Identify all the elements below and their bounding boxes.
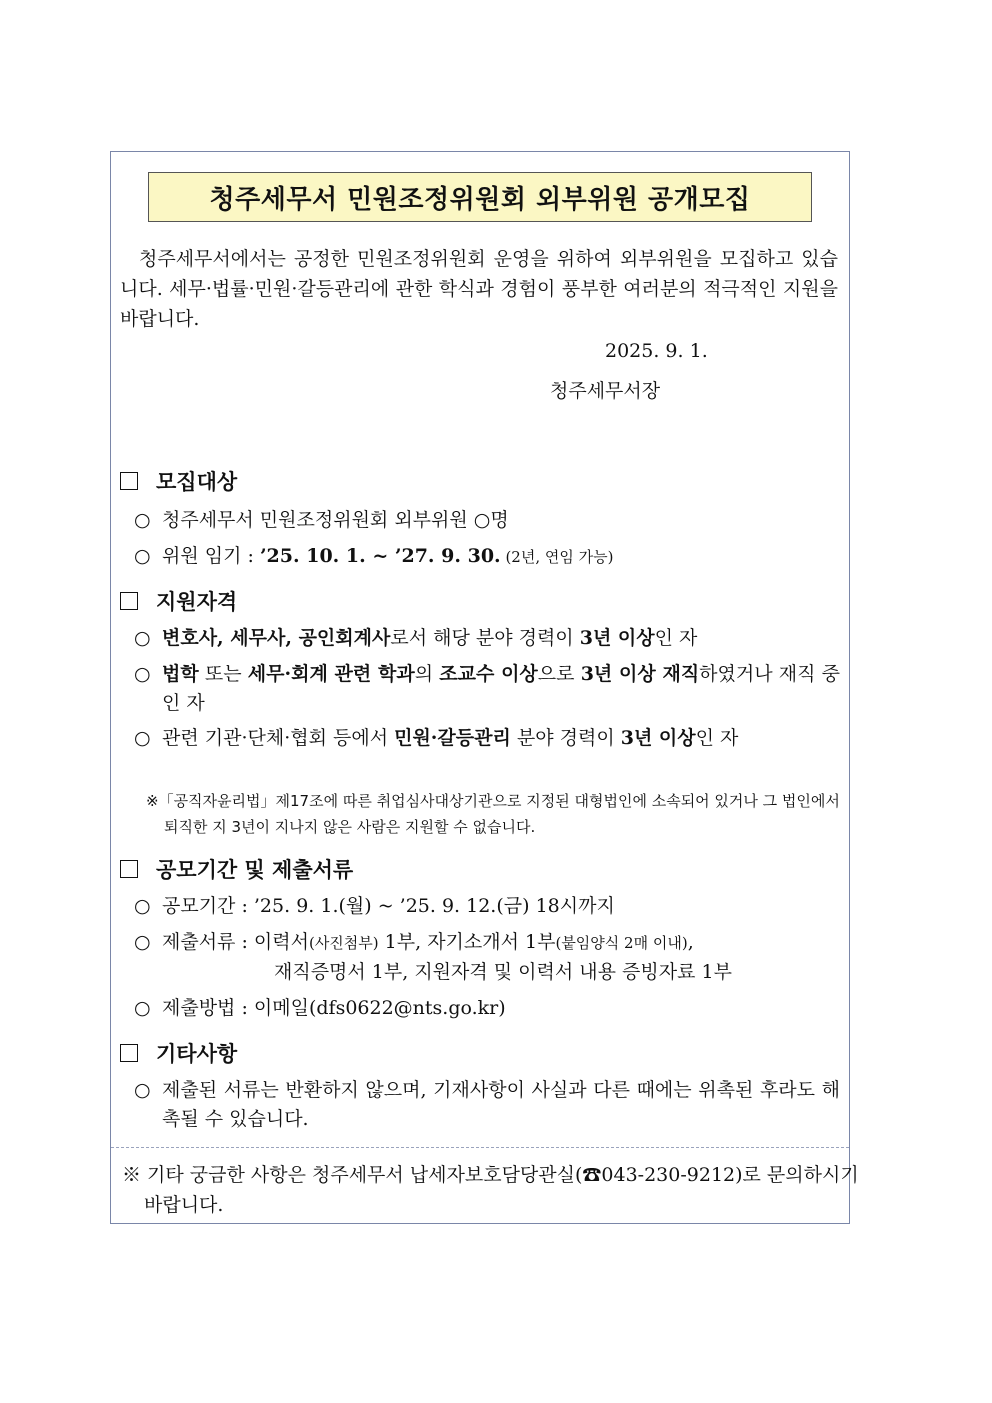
checkbox-square-icon xyxy=(120,1044,138,1062)
notice-signer: 청주세무서장 xyxy=(550,380,661,402)
circle-bullet-icon: ○ xyxy=(134,545,151,567)
circle-bullet-icon: ○ xyxy=(134,997,151,1019)
notice-date: 2025. 9. 1. xyxy=(605,340,708,362)
circle-bullet-icon: ○ xyxy=(134,509,151,531)
checkbox-square-icon xyxy=(120,592,138,610)
section-qualification xyxy=(120,586,237,616)
list-item: ○ 위원 임기 : ’25. 10. 1. ~ ’27. 9. 30. (2년, 연임 가능) xyxy=(134,542,840,572)
section-other xyxy=(120,1038,237,1068)
list-item: ○ 제출방법 : 이메일(dfs0622@nts.go.kr) xyxy=(134,994,840,1023)
list-item: ○ 법학 또는 세무·회계 관련 학과의 조교수 이상으로 3년 이상 재직하였거나 재직 중인 자 xyxy=(134,660,840,718)
section-target xyxy=(120,466,237,496)
circle-bullet-icon: ○ xyxy=(134,931,151,953)
section-heading: 모집대상 xyxy=(156,470,238,494)
footer-note: ※ 기타 궁금한 사항은 청주세무서 납세자보호담당관실(☎043-230-9212)로 문의하시기 바랍니다. xyxy=(122,1164,859,1216)
circle-bullet-icon: ○ xyxy=(134,1079,151,1101)
section-period xyxy=(120,854,353,884)
list-item: ○ 제출된 서류는 반환하지 않으며, 기재사항이 사실과 다른 때에는 위촉된 후라도 해촉될 수 있습니다. xyxy=(134,1076,840,1134)
checkbox-square-icon xyxy=(120,860,138,878)
page-title: 청주세무서 민원조정위원회 외부위원 공개모집 xyxy=(148,172,812,222)
qualification-note: ※「공직자윤리법」제17조에 따른 취업심사대상기관으로 지정된 대형법인에 소속되어 있거나 그 법인에서 퇴직한 지 3년이 지나지 않은 사람은 지원할 수 없습니다. xyxy=(146,792,840,836)
list-item: ○ 관련 기관·단체·협회 등에서 민원·갈등관리 분야 경력이 3년 이상인 자 xyxy=(134,724,840,753)
section-heading: 지원자격 xyxy=(156,590,238,614)
circle-bullet-icon: ○ xyxy=(134,895,151,917)
section-heading: 공모기간 및 제출서류 xyxy=(156,858,354,882)
list-item: ○ 변호사, 세무사, 공인회계사로서 해당 분야 경력이 3년 이상인 자 xyxy=(134,624,840,653)
section-heading: 기타사항 xyxy=(156,1042,238,1066)
list-item: ○ 제출서류 : 이력서(사진첨부) 1부, 자기소개서 1부(붙임양식 2매 이내), 재직증명서 1부, 지원자격 및 이력서 내용 증빙자료 1부 xyxy=(134,928,840,987)
intro-paragraph: 청주세무서에서는 공정한 민원조정위원회 운영을 위하여 외부위원을 모집하고 있습니다. 세무·법률·민원·갈등관리에 관한 학식과 경험이 풍부한 여러분의 적극적인 지원을 바랍니다. xyxy=(120,248,838,330)
checkbox-square-icon xyxy=(120,472,138,490)
divider xyxy=(111,1147,849,1148)
list-item: ○ 공모기간 : ’25. 9. 1.(월) ~ ’25. 9. 12.(금) 18시까지 xyxy=(134,892,840,921)
circle-bullet-icon: ○ xyxy=(134,727,151,749)
list-item: ○ 청주세무서 민원조정위원회 외부위원 ○명 xyxy=(134,506,840,535)
circle-bullet-icon: ○ xyxy=(134,663,151,685)
circle-bullet-icon: ○ xyxy=(134,627,151,649)
